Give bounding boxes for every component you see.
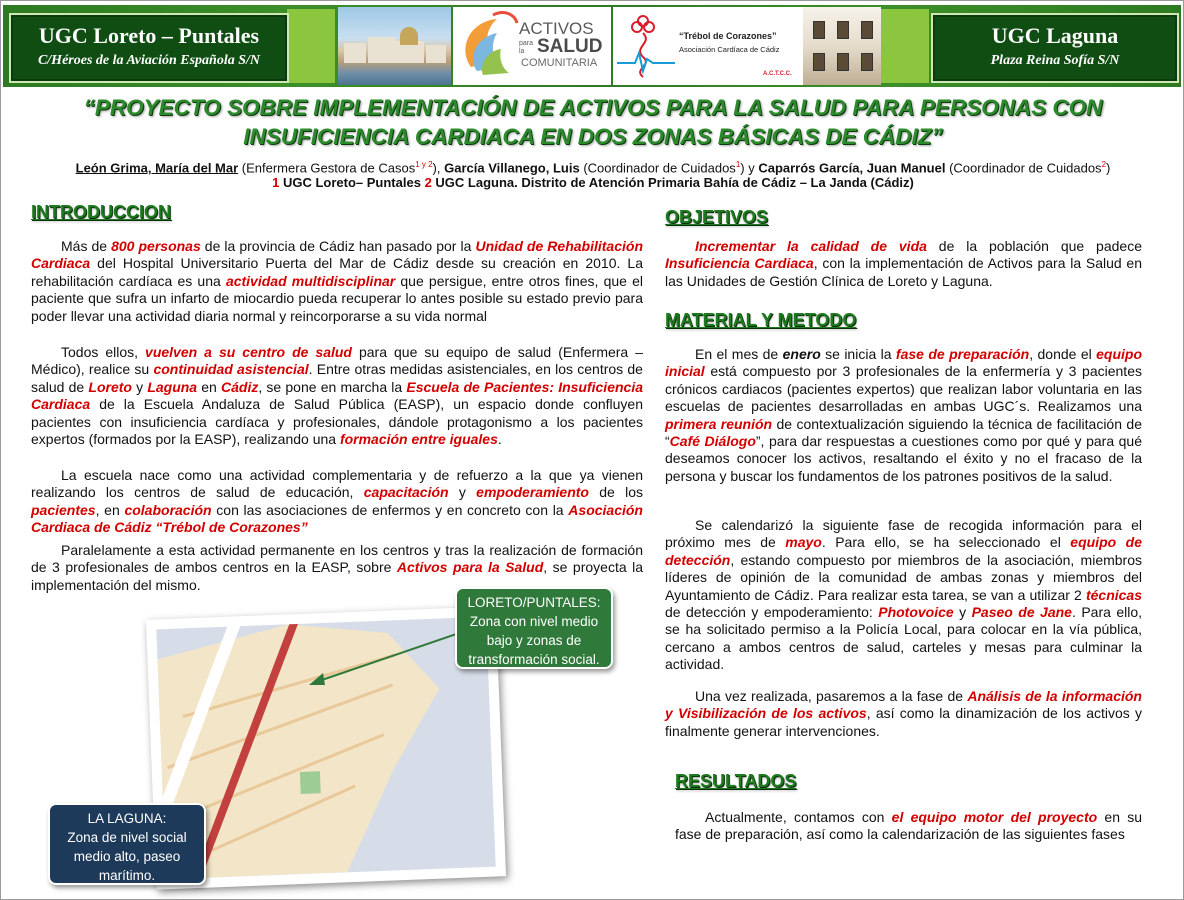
highlighted-text: formación entre iguales [339, 431, 498, 448]
callout-laguna-line4: marítimo. [98, 868, 156, 883]
emphasis-text: enero [782, 346, 821, 362]
callout-la-laguna [48, 803, 206, 885]
ugc-laguna-title: UGC Laguna [991, 23, 1119, 48]
author-2-close: ) y [740, 160, 759, 176]
trebol-corazones-logo [613, 7, 803, 85]
body-text: y [448, 484, 477, 501]
author-1-role: (Enfermera Gestora de Casos [238, 160, 416, 176]
intro-paragraph-1 [31, 238, 643, 325]
highlighted-text: Análisis de la información y Visibilización de los activos [665, 688, 1142, 722]
cathedral-dome-icon [400, 27, 418, 45]
body-text: . Para ello, se ha solicitado permiso a la Policía Local, para colocar en la vía pública, cercano a ambos centros de salud, carteles y mesas para culminar la actividad. [665, 604, 1143, 673]
body-text: de los [588, 484, 644, 501]
activos-comunitaria-word: COMUNITARIA [521, 57, 598, 69]
body-text: que persigue, entre otros fines, que el paciente que sufra un infarto de miocardio pueda recuperar lo antes posible su estado previo para poder llevar una actividad diaria normal y reincorporarse a su vida normal [31, 272, 643, 324]
body-text: . [497, 431, 502, 448]
highlighted-text: empoderamiento [476, 484, 589, 501]
poster-title-line1: “PROYECTO SOBRE IMPLEMENTACIÓN DE ACTIVOS PARA LA SALUD PARA PERSONAS CON [83, 95, 1103, 120]
highlighted-text: 800 personas [111, 238, 201, 254]
body-text: ”, para dar respuestas a cuestiones como por qué y para qué deseamos conocer los activos, resaltando el éxito y no el fracaso de la persona y buscar los fundamentos de los patrones positivos de la salud. [665, 433, 1142, 484]
body-text: Se calendarizó la siguiente fase de recogida información para el próximo mes de [665, 517, 1142, 551]
body-text: Actualmente, contamos con [705, 809, 892, 825]
heading-objetivos: OBJETIVOS [665, 207, 769, 227]
body-text: , donde el [1029, 346, 1097, 362]
author-2-name: García Villanego, Luis [444, 160, 580, 176]
affil-text-1: UGC Loreto– Puntales [279, 175, 425, 190]
highlighted-text: actividad multidisciplinar [225, 272, 396, 289]
author-1-name: León Grima, María del Mar [75, 160, 239, 176]
body-text: La escuela nace como una actividad complementaria y de refuerzo a la que ya vienen realizando los centros de salud de educación, [31, 467, 643, 501]
callout-loreto-line2: Zona con nivel medio [469, 614, 599, 629]
highlighted-text: Loreto [88, 378, 132, 395]
highlighted-text: continuidad asistencial [153, 361, 309, 378]
body-text: . Para ello, se ha seleccionado el [821, 534, 1071, 551]
highlighted-text: Activos para la Salud [396, 559, 544, 576]
highlighted-text: fase de preparación [895, 346, 1030, 362]
material-paragraph-1 [665, 346, 1142, 485]
body-text: , en [95, 501, 125, 518]
highlighted-text: Incrementar la calidad de vida [695, 238, 927, 254]
callout-laguna-line2: Zona de nivel social [67, 830, 187, 845]
highlighted-text: capacitación [363, 484, 449, 501]
callout-arrow-icon [301, 621, 481, 701]
body-text: y [953, 604, 972, 621]
callout-loreto-puntales [455, 587, 613, 669]
body-text: y [131, 378, 148, 395]
author-3-close: ) [1106, 160, 1111, 176]
body-text: Todos ellos, [61, 344, 146, 360]
activos-para-la: para la [519, 40, 534, 55]
cadiz-cathedral-photo [338, 7, 451, 85]
body-text: está compuesto por 3 profesionales de la enfermería y 3 pacientes crónicos cardiacos (pacientes expertos) que realizan labor voluntaria en las escuelas de pacientes desarrolladas en ambas UGC´s. Realizamos una [665, 363, 1142, 415]
trebol-subtitle: Asociación Cardíaca de Cádiz [679, 45, 780, 54]
highlighted-text: el equipo motor del proyecto [891, 809, 1098, 825]
ugc-loreto-title: UGC Loreto – Puntales [38, 23, 260, 48]
body-text: de detección y empoderamiento: [665, 604, 879, 621]
body-text: de contextualización siguiendo la técnica de facilitación de “ [665, 415, 1142, 450]
callout-loreto-line4: transformación social. [468, 652, 600, 667]
resultados-paragraph [675, 809, 1142, 844]
activos-word: ACTIVOS [519, 19, 594, 38]
author-2-role: (Coordinador de Cuidados [579, 160, 736, 176]
body-text: de la Escuela Andaluza de Salud Pública (EASP), un espacio donde confluyen pacientes con insuficiencia cardíaca y profesionales, dándole protagonismo a los pacientes expertos (formados por la EASP), realizando una [31, 396, 643, 448]
lime-strip-right [881, 9, 929, 83]
callout-loreto-line1: LORETO/PUNTALES: [467, 595, 601, 610]
highlighted-text: técnicas [1085, 586, 1142, 603]
highlighted-text: Laguna [147, 378, 198, 395]
ugc-laguna-address: Plaza Reina Sofía S/N [990, 53, 1120, 68]
highlighted-text: Escuela de Pacientes: Insuficiencia Cardiaca [31, 378, 643, 413]
body-text: en su fase de preparación, así como la calendarización de las siguientes fases [675, 809, 1142, 843]
activos-salud-word: SALUD [537, 36, 603, 57]
body-text: , así como la dinamización de los activos y finalmente generar intervenciones. [665, 705, 1142, 739]
trebol-name: “Trébol de Corazones” [679, 31, 777, 41]
highlighted-text: Paseo de Jane [971, 604, 1072, 621]
body-text: , se pone en marcha la [258, 378, 407, 395]
material-paragraph-3 [665, 688, 1142, 740]
park-area [300, 771, 321, 794]
highlighted-text: equipo de detección [665, 534, 1142, 568]
author-1-close: ), [432, 160, 445, 176]
ugc-loreto-address: C/Héroes de la Aviación Española S/N [37, 53, 261, 68]
ugc-loreto-box [9, 13, 289, 83]
laguna-building-photo [803, 7, 881, 85]
highlighted-text: mayo [785, 534, 822, 551]
callout-laguna-line1: LA LAGUNA: [87, 811, 167, 826]
highlighted-text: Cádiz [221, 378, 259, 395]
highlighted-text: vuelven a su centro de salud [145, 344, 352, 360]
affil-text-2: UGC Laguna. Distrito de Atención Primaria Bahía de Cádiz – La Janda (Cádiz) [431, 175, 914, 190]
highlighted-text: Unidad de Rehabilitación Cardiaca [31, 238, 643, 272]
body-text: , con la implementación de Activos para la Salud en las Unidades de Gestión Clínica de Loreto y Laguna. [665, 255, 1142, 289]
intro-paragraph-3 [31, 467, 643, 537]
material-paragraph-2 [665, 517, 1142, 674]
highlighted-text: primera reunión [665, 415, 773, 432]
body-text: de la población que padece [926, 238, 1142, 254]
affil-num-1: 1 [272, 175, 280, 190]
body-text: con las asociaciones de enfermos y en concreto con la [211, 501, 569, 518]
author-2-sup: 1 [735, 160, 741, 169]
highlighted-text: Asociación Cardiaca de Cádiz “Trébol de Corazones” [31, 501, 643, 536]
poster-title [21, 93, 1165, 151]
heading-material-metodo: MATERIAL Y METODO [665, 310, 857, 330]
intro-paragraph-2 [31, 344, 643, 448]
body-text: En el mes de [695, 346, 783, 362]
author-3-name: Caparrós García, Juan Manuel [758, 160, 946, 176]
highlighted-text: Insuficiencia Cardiaca [665, 255, 814, 272]
highlighted-text: colaboración [124, 501, 212, 518]
trebol-tag: A.C.T.C.C. [763, 71, 792, 77]
objetivos-paragraph [665, 238, 1142, 290]
body-text: Una vez realizada, pasaremos a la fase de [695, 688, 968, 704]
heading-introduccion: INTRODUCCION [31, 202, 171, 222]
header-banner [3, 5, 1181, 87]
body-text: , estando compuesto por miembros de la asociación, miembros líderes de opinión de la comunidad de ambas zonas y miembros del Ayuntamiento de Cádiz. Para realizar esta tarea, se van a utilizar 2 [665, 551, 1142, 603]
lime-strip-left [287, 9, 335, 83]
activos-salud-logo [453, 7, 611, 85]
affil-num-2: 2 [424, 175, 432, 190]
highlighted-text: Café Diálogo [669, 433, 756, 450]
body-text: para que su equipo de salud (Enfermera – Médico), realice su [31, 344, 644, 378]
highlighted-text: equipo inicial [665, 346, 1143, 380]
body-text: , se proyecta la implementación del mismo. [31, 559, 643, 593]
heading-resultados: RESULTADOS [675, 771, 797, 791]
author-1-sup: 1 y 2 [415, 160, 433, 169]
body-text: del Hospital Universitario Puerta del Mar de Cádiz desde su creación en 2010. La rehabilitación cardíaca es una [31, 255, 643, 289]
affiliation-line [7, 174, 1179, 192]
body-text: Paralelamente a esta actividad permanente en los centros y tras la realización de formación de 3 profesionales de ambos centros en la EASP, sobre [31, 542, 643, 576]
callout-loreto-line3: bajo y zonas de [486, 633, 582, 648]
ugc-laguna-box [931, 13, 1179, 83]
author-3-role: (Coordinador de Cuidados [945, 160, 1102, 176]
author-3-sup: 2 [1101, 160, 1107, 169]
callout-laguna-line3: medio alto, paseo [73, 849, 181, 864]
body-text: . Entre otras medidas asistenciales, en los centros de salud de [31, 361, 643, 395]
poster-title-line2: INSUFICIENCIA CARDIACA EN DOS ZONAS BÁSICAS DE CÁDIZ” [243, 124, 943, 149]
body-text: Más de [61, 238, 112, 254]
body-text: se inicia la [820, 346, 896, 362]
highlighted-text: pacientes [31, 501, 96, 518]
body-text: de la provincia de Cádiz han pasado por la [200, 238, 476, 254]
highlighted-text: Photovoice [878, 604, 954, 621]
body-text: en [197, 378, 222, 395]
